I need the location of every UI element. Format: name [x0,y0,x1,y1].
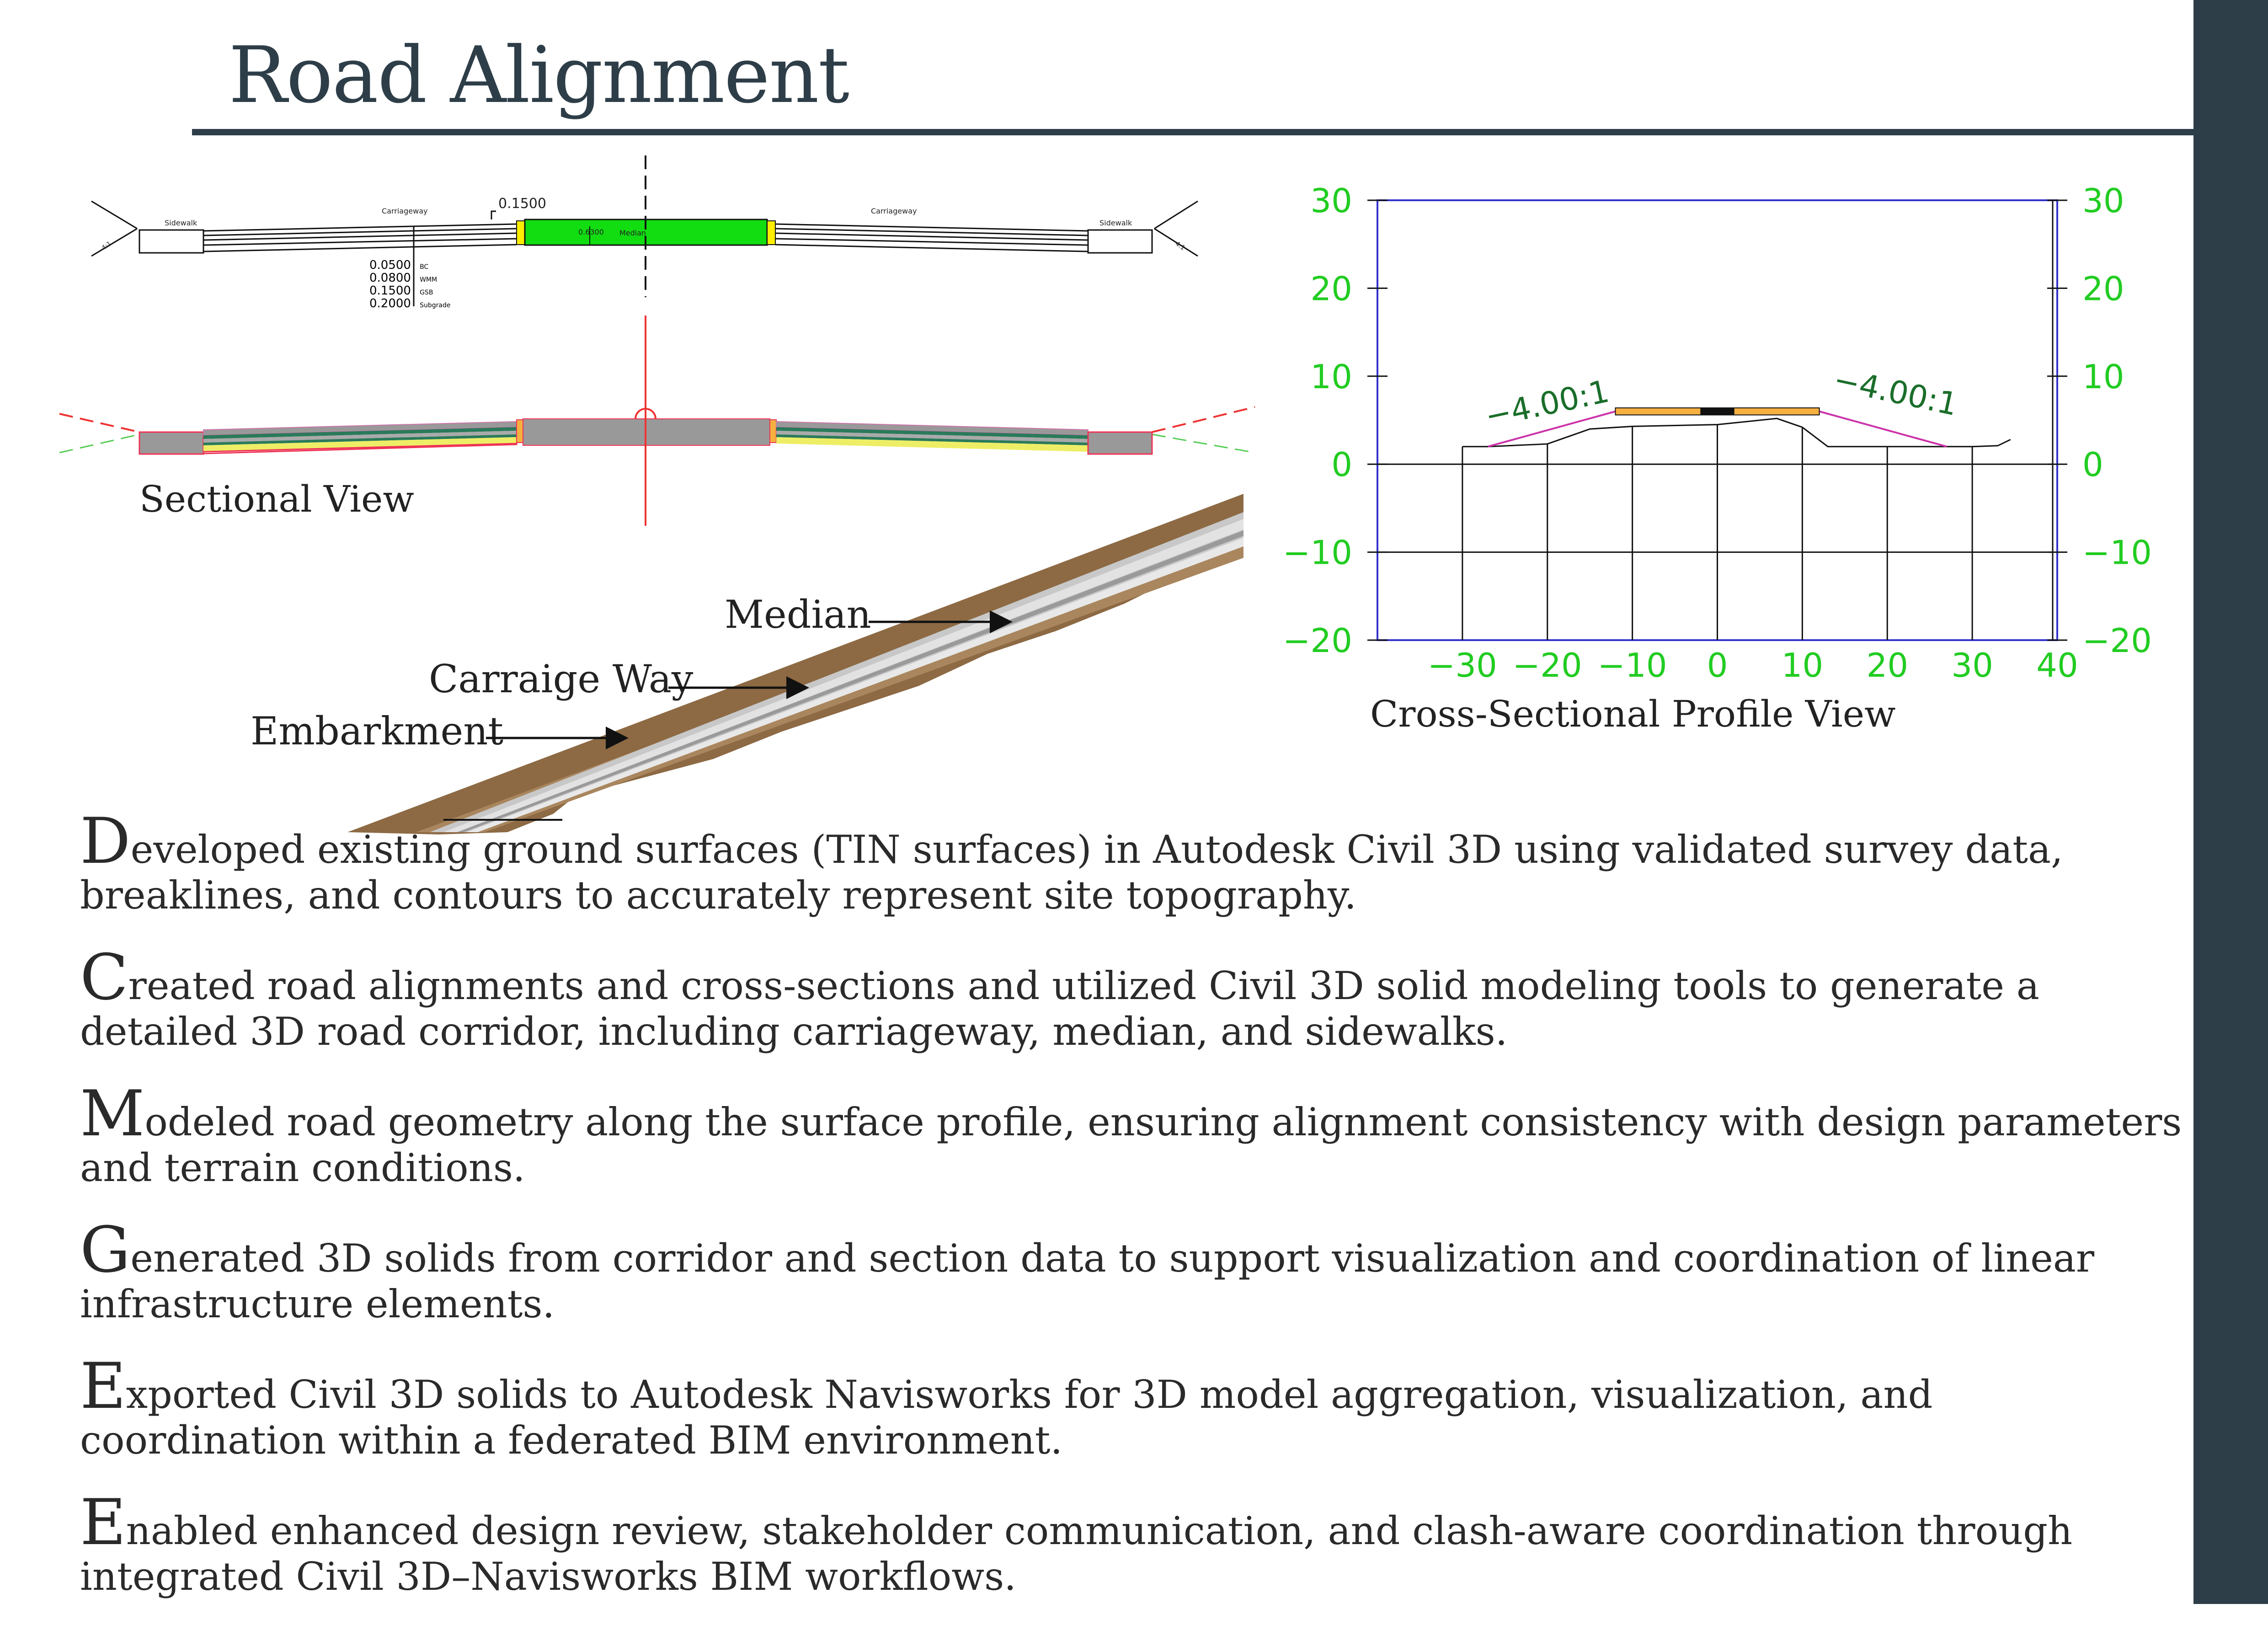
bullet-text: reated road alignments and cross-sections and utilized Civil 3D solid modeling tools to generate a detailed 3D road corridor, including carriageway, median, and sidewalks. [80,963,2039,1054]
drop-cap: D [80,804,131,878]
bullet-item [80,1213,2183,1327]
x-tick-label: −20 [1512,646,1582,684]
drop-cap: E [80,1349,126,1423]
slope-left-label: 4:1 [100,240,113,252]
bullet-list [80,804,2183,1636]
y-tick-label-right: −10 [2082,533,2152,572]
x-tick-label: −10 [1597,646,1667,684]
y-tick-label-left: −10 [1283,533,1352,572]
carriageway-callout: Carraige Way [429,657,694,701]
dimension-label: 0.1500 [498,196,546,212]
x-tick-label: 10 [1781,646,1824,684]
layer-thickness: 0.2000 [369,297,411,310]
bullet-item [80,804,2183,918]
bullet-item [80,941,2183,1054]
bullet-text: eveloped existing ground surfaces (TIN surfaces) in Autodesk Civil 3D using validated survey data, breaklines, and contours to accurately represent site topography. [80,827,2063,918]
carriageway-right-label: Carriageway [871,207,917,215]
y-tick-label-left: 10 [1310,357,1352,396]
bullet-text: odeled road geometry along the surface profile, ensuring alignment consistency with design parameters and terrain conditions. [80,1100,2182,1190]
drop-cap: M [80,1077,145,1150]
sectional-view-label: Sectional View [139,478,414,520]
layer-name: BC [420,263,429,271]
y-tick-label-left: −20 [1283,621,1352,660]
layer-thickness: 0.0500 [369,258,411,272]
bullet-item [80,1077,2183,1191]
bullet-item [80,1486,2183,1599]
bullet-text: xported Civil 3D solids to Autodesk Navisworks for 3D model aggregation, visualization, and coordination within a federated BIM environment. [80,1372,1933,1463]
bullet-text: nabled enhanced design review, stakeholder communication, and clash-aware coordination through integrated Civil 3D–Navisworks BIM workflows. [80,1508,2073,1599]
y-tick-label-right: 10 [2082,357,2124,396]
x-tick-label: 20 [1866,646,1909,684]
profile-chart [1234,174,2194,732]
median-band [1700,408,1734,415]
slope-label-right: −4.00:1 [1830,362,1961,423]
x-tick-label: −30 [1427,646,1497,684]
y-tick-label-left: 0 [1331,445,1352,484]
x-tick-label: 30 [1951,646,1993,684]
slope-label-left: −4.00:1 [1482,373,1612,435]
y-tick-label-right: 30 [2082,182,2124,220]
bullet-item [80,1349,2183,1463]
bullet-text: enerated 3D solids from corridor and section data to support visualization and coordination of linear infrastructure elements. [80,1236,2095,1326]
slope-right-label: 4:1 [1174,240,1187,252]
drop-cap: E [80,1486,126,1559]
layer-name: WMM [420,276,438,283]
median-callout: Median [725,592,871,637]
page-title: Road Alignment [229,30,848,121]
layer-thickness: 0.0800 [369,271,411,285]
y-tick-label-right: 0 [2082,445,2103,484]
layer-name: GSB [420,289,433,296]
drop-cap: C [80,941,128,1014]
y-tick-label-left: 30 [1310,182,1352,220]
drop-cap: G [80,1213,131,1287]
x-tick-label: 0 [1707,646,1728,684]
carriageway-left-label: Carriageway [382,207,428,215]
median-thickness-label: 0.6300 [578,228,604,236]
y-tick-label-right: 20 [2082,269,2124,308]
sidewalk-left-label: Sidewalk [165,219,197,227]
median-label: Median [619,229,646,237]
sidewalk-right-label: Sidewalk [1099,219,1132,227]
layer-thickness: 0.1500 [369,284,411,298]
layer-name: Subgrade [420,302,451,309]
y-tick-label-right: −20 [2082,621,2152,660]
profile-view-label: Cross-Sectional Profile View [1370,693,1896,735]
embankment-callout: Embarkment [251,709,504,754]
y-tick-label-left: 20 [1310,269,1352,308]
x-tick-label: 40 [2036,646,2078,684]
